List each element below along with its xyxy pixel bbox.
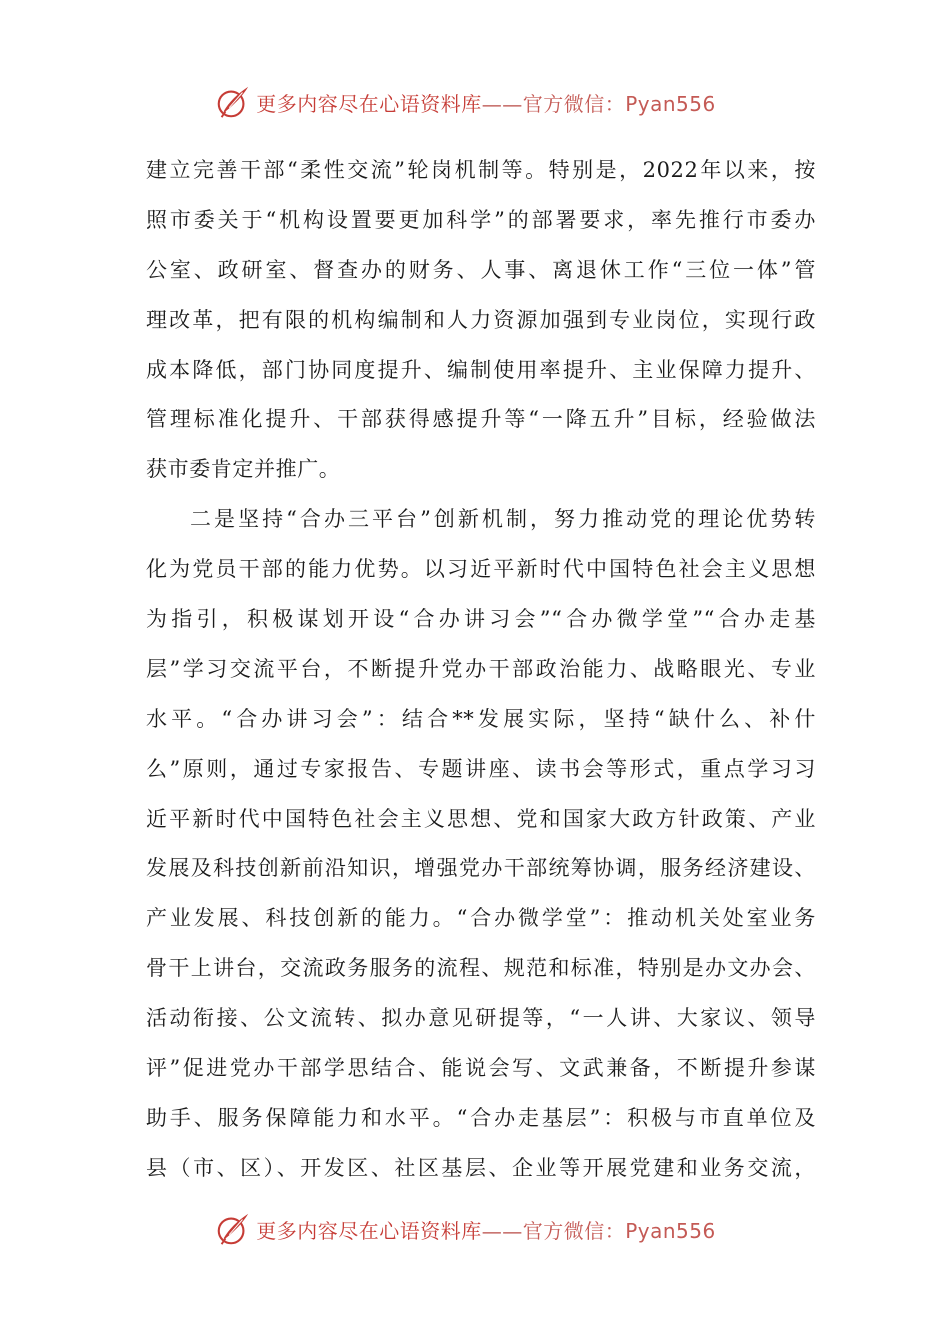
watermark-brand: 更多内容尽在心语资料库 [256,1218,482,1243]
paragraph [146,495,816,1193]
watermark-brand: 更多内容尽在心语资料库 [256,91,482,116]
text-line: 为指引，积极谋划开设“合办讲习会”“合办微学堂”“合办走基 [146,607,816,632]
watermark-wechat: 官方微信：Pyan556 [522,91,716,116]
text-line: 获市委肯定并推广。 [146,457,341,482]
document-body [146,146,816,1194]
quill-pen-logo-icon [214,83,252,121]
paragraph [146,146,816,495]
watermark-separator: —— [481,1218,523,1243]
text-line: 建立完善干部“柔性交流”轮岗机制等。特别是，2022年以来，按 [146,158,816,182]
text-line: 骨干上讲台，交流政务服务的流程、规范和标准，特别是办文办会、 [146,956,816,981]
watermark-text [256,88,716,117]
text-line: 层”学习交流平台，不断提升党办干部政治能力、战略眼光、专业 [146,656,816,681]
text-line: 照市委关于“机构设置要更加科学”的部署要求，率先推行市委办 [146,207,816,232]
text-line: 理改革，把有限的机构编制和人力资源加强到专业岗位，实现行政 [146,307,816,332]
watermark-text [256,1215,716,1244]
footer-watermark [0,1209,950,1249]
text-line: 产业发展、科技创新的能力。“合办微学堂”：推动机关处室业务 [146,906,816,931]
text-line: 县（市、区）、开发区、社区基层、企业等开展党建和业务交流， [146,1155,816,1180]
text-line: 公室、政研室、督查办的财务、人事、离退休工作“三位一体”管 [146,257,816,282]
text-line: 成本降低，部门协同度提升、编制使用率提升、主业保障力提升、 [146,357,816,382]
text-line: 管理标准化提升、干部获得感提升等“一降五升”目标，经验做法 [146,407,816,432]
text-line: 评”促进党办干部学思结合、能说会写、文武兼备，不断提升参谋 [146,1056,816,1081]
text-line: 活动衔接、公文流转、拟办意见研提等，“一人讲、大家议、领导 [146,1006,816,1031]
text-line: 么”原则，通过专家报告、专题讲座、读书会等形式，重点学习习 [146,756,816,781]
text-line: 二是坚持“合办三平台”创新机制，努力推动党的理论优势转 [190,507,816,532]
watermark-separator: —— [481,91,523,116]
text-line: 水平。“合办讲习会”：结合**发展实际，坚持“缺什么、补什 [146,706,816,731]
text-line: 近平新时代中国特色社会主义思想、党和国家大政方针政策、产业 [146,806,816,831]
text-line: 化为党员干部的能力优势。以习近平新时代中国特色社会主义思想 [146,557,816,582]
header-watermark [0,82,950,122]
quill-pen-logo-icon [214,1210,252,1248]
text-line: 发展及科技创新前沿知识，增强党办干部统筹协调，服务经济建设、 [146,856,816,881]
text-line: 助手、服务保障能力和水平。“合办走基层”：积极与市直单位及 [146,1105,816,1130]
watermark-wechat: 官方微信：Pyan556 [522,1218,716,1243]
